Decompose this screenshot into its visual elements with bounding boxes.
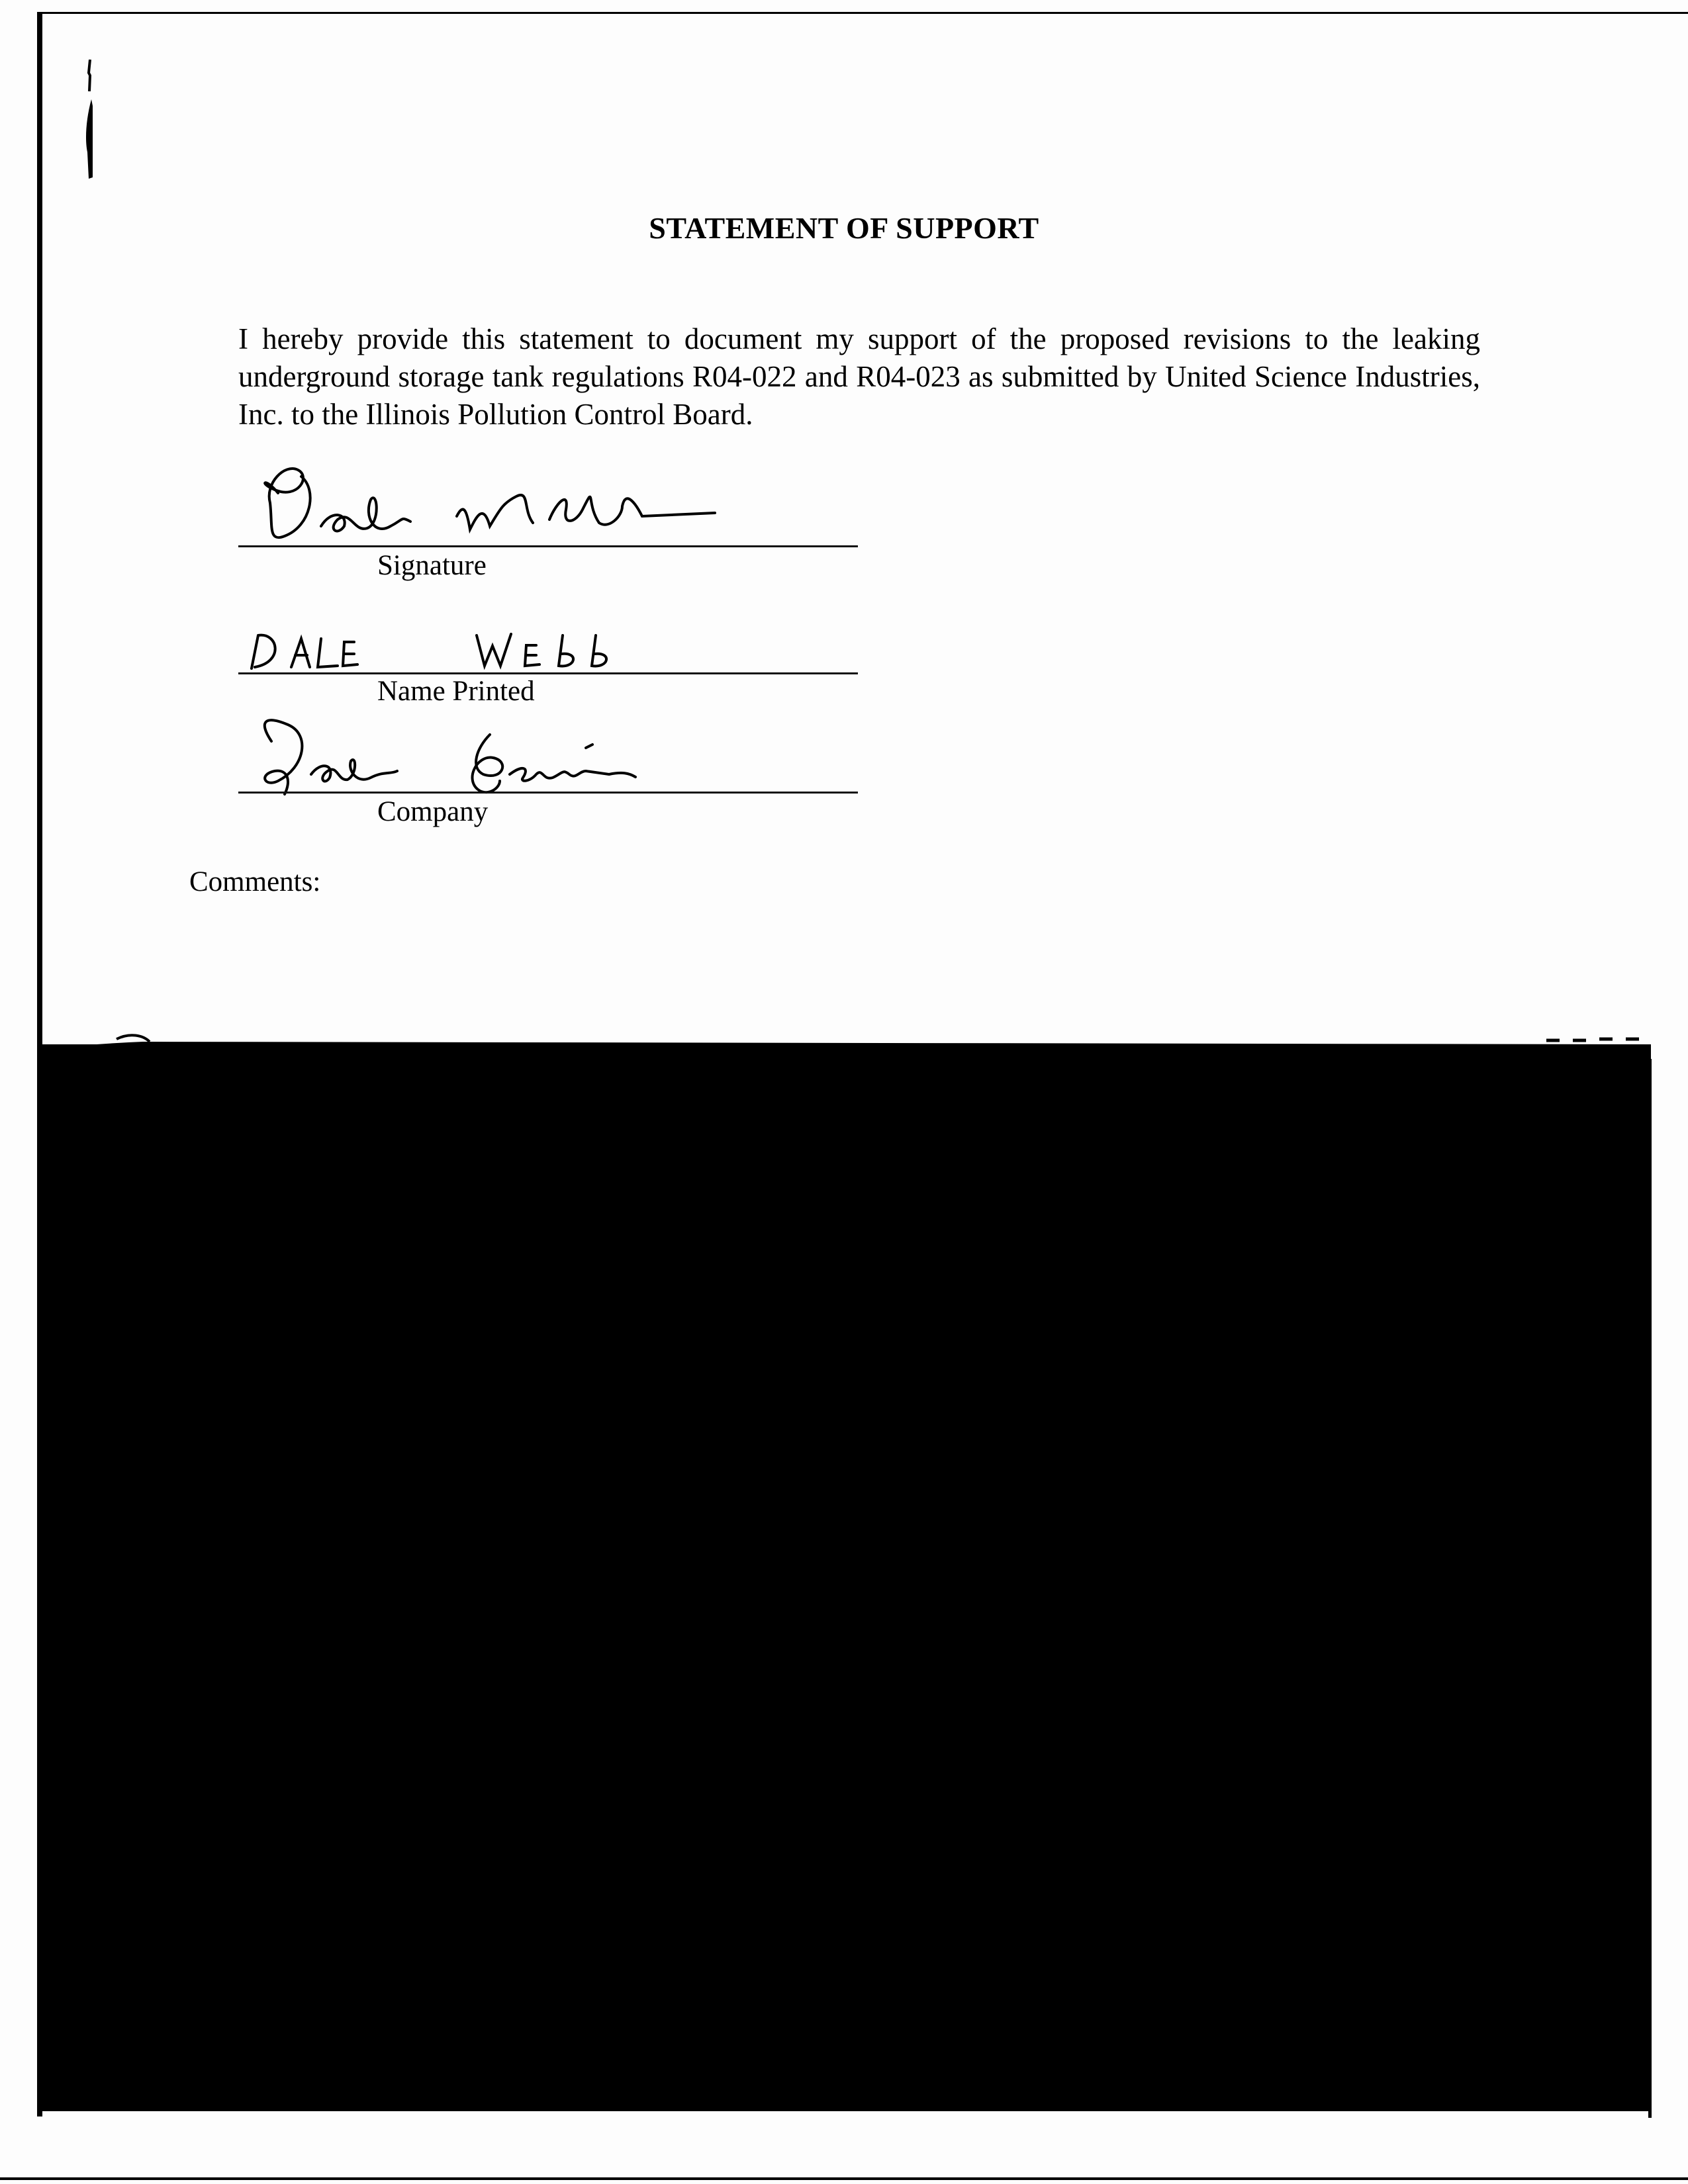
- signature-line: [238, 545, 858, 547]
- company-field: [238, 708, 858, 841]
- scan-mark-small: [86, 60, 93, 91]
- comments-label: Comments:: [189, 866, 321, 897]
- name-printed-field: [238, 622, 858, 715]
- name-printed-handwriting: [238, 622, 858, 675]
- signature-label: Signature: [377, 550, 487, 581]
- company-handwriting: [238, 708, 858, 801]
- statement-paragraph: I hereby provide this statement to document my support of the proposed revisions to the leaking underground storage tank regulations R04-022 and R04-023 as submitted by United Science Industries, Inc. to the Illinois Pollution Control Board.: [238, 322, 1480, 431]
- company-label: Company: [377, 796, 489, 827]
- document-title: STATEMENT OF SUPPORT: [649, 211, 1039, 245]
- name-printed-line: [238, 672, 858, 674]
- scan-edge-top: [37, 12, 1688, 14]
- company-line: [238, 792, 858, 794]
- scan-edge-bottom: [0, 2177, 1688, 2180]
- scan-mark: [82, 99, 95, 179]
- name-printed-label: Name Printed: [377, 676, 535, 707]
- redaction-block: [37, 1044, 1651, 2111]
- signature-field: [238, 463, 858, 589]
- signature-handwriting: [238, 463, 858, 549]
